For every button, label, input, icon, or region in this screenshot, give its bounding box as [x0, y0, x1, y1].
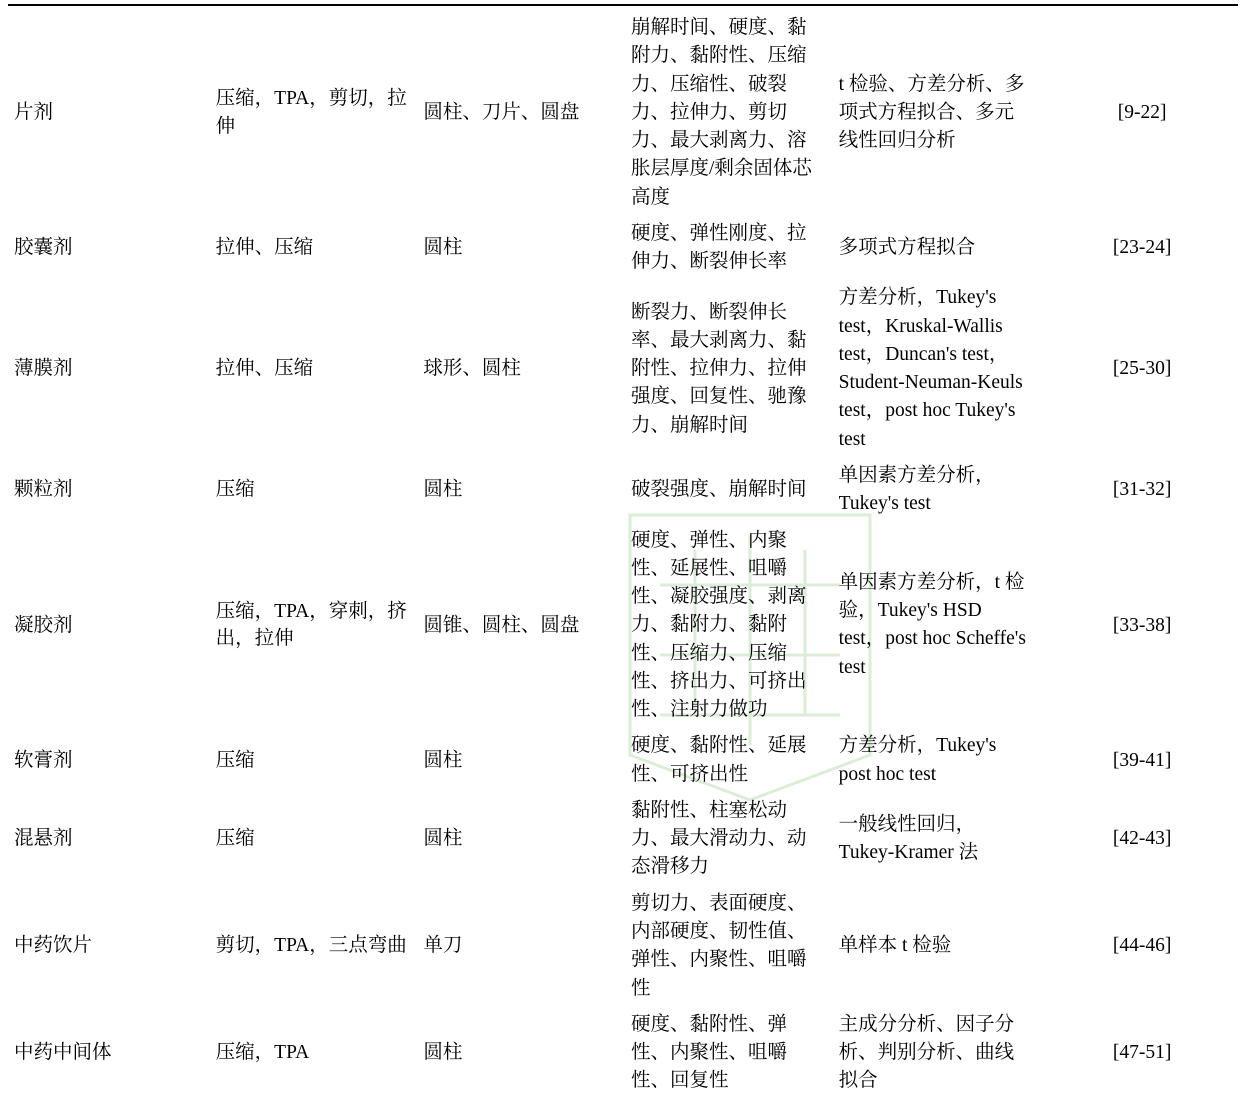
cell-probe: 圆锥、圆柱、圆盘 [423, 614, 580, 636]
cell-reference: [9-22] [1117, 102, 1167, 124]
cell-dosage-form: 混悬剂 [14, 828, 73, 850]
cell-indicators: 剪切力、表面硬度、内部硬度、韧性值、弹性、内聚性、咀嚼性 [630, 892, 807, 999]
cell-statistics: 多项式方程拟合 [838, 236, 976, 258]
cell-dosage-form: 胶囊剂 [14, 237, 73, 259]
cell-indicators: 硬度、弹性刚度、拉伸力、断裂伸长率 [630, 222, 807, 273]
table-row [0, 10, 1246, 216]
cell-reference: [39-41] [1112, 749, 1172, 771]
cell-test-mode: 剪切，TPA，三点弯曲 [215, 935, 407, 957]
cell-dosage-form: 薄膜剂 [14, 358, 73, 380]
cell-statistics: 方差分析，Tukey's test，Kruskal-Wallis test，Duncan's test，Student-Neuman-Keuls test，post hoc Tukey's test [838, 287, 1023, 450]
cell-test-mode: 拉伸、压缩 [215, 358, 314, 380]
cell-test-mode: 压缩，TPA [215, 1042, 310, 1064]
cell-dosage-form: 中药饮片 [14, 935, 93, 957]
cell-dosage-form: 片剂 [14, 102, 54, 124]
cell-statistics: 单因素方差分析，Tukey's test [838, 464, 995, 515]
cell-reference: [23-24] [1112, 237, 1172, 259]
cell-statistics: 一般线性回归，Tukey-Kramer 法 [838, 814, 979, 864]
cell-test-mode: 压缩 [215, 828, 255, 850]
cell-indicators: 崩解时间、硬度、黏附力、黏附性、压缩力、压缩性、破裂力、拉伸力、剪切力、最大剥离力、溶胀层厚度/剩余固体芯高度 [630, 17, 812, 208]
cell-test-mode: 压缩 [215, 749, 255, 771]
cell-probe: 圆柱 [423, 749, 463, 771]
rule-cell [0, 0, 1246, 10]
table-row [0, 216, 1246, 281]
cell-statistics: 主成分分析、因子分析、判别分析、曲线拟合 [838, 1013, 1015, 1092]
table-row [0, 793, 1246, 886]
cell-indicators: 硬度、弹性、内聚性、延展性、咀嚼性、凝胶强度、剥离力、黏附力、黏附性、压缩力、压缩性、挤出力、可挤出性、注射力做功 [630, 529, 807, 721]
cell-probe: 圆柱、刀片、圆盘 [423, 102, 580, 124]
cell-test-mode: 压缩，TPA，穿刺，挤出，拉伸 [215, 600, 407, 650]
table-row [0, 728, 1246, 793]
cell-probe: 球形、圆柱 [423, 358, 521, 380]
table-row [0, 1007, 1246, 1100]
cell-statistics: 单因素方差分析，t 检验，Tukey's HSD test，post hoc Scheffe's test [838, 571, 1026, 678]
cell-indicators: 黏附性、柱塞松动力、最大滑动力、动态滑移力 [630, 799, 807, 878]
cell-statistics: 单样本 t 检验 [838, 935, 952, 957]
cell-test-mode: 压缩，TPA，剪切，拉伸 [215, 88, 407, 137]
table-top-rule [0, 0, 1246, 10]
cell-probe: 圆柱 [423, 237, 463, 259]
cell-indicators: 破裂强度、崩解时间 [630, 479, 807, 501]
cell-probe: 单刀 [423, 935, 463, 957]
table-row [0, 280, 1246, 458]
cell-test-mode: 拉伸、压缩 [215, 237, 314, 259]
cell-reference: [42-43] [1112, 828, 1172, 850]
table-row [0, 886, 1246, 1007]
table-row [0, 458, 1246, 523]
cell-reference: [47-51] [1112, 1042, 1172, 1064]
cell-reference: [25-30] [1112, 358, 1172, 380]
cell-probe: 圆柱 [423, 1042, 463, 1064]
cell-dosage-form: 软膏剂 [14, 749, 73, 771]
table-row [0, 523, 1246, 729]
cell-indicators: 硬度、黏附性、延展性、可挤出性 [630, 735, 807, 785]
cell-dosage-form: 颗粒剂 [14, 479, 73, 501]
cell-reference: [44-46] [1112, 935, 1172, 957]
cell-dosage-form: 凝胶剂 [14, 614, 73, 636]
cell-test-mode: 压缩 [215, 479, 255, 501]
cell-reference: [33-38] [1112, 614, 1172, 636]
cell-probe: 圆柱 [423, 828, 463, 850]
cell-reference: [31-32] [1112, 479, 1172, 501]
cell-indicators: 硬度、黏附性、弹性、内聚性、咀嚼性、回复性 [630, 1013, 787, 1092]
cell-dosage-form: 中药中间体 [14, 1042, 112, 1064]
cell-probe: 圆柱 [423, 479, 463, 501]
cell-statistics: 方差分析，Tukey's post hoc test [838, 735, 997, 785]
cell-indicators: 断裂力、断裂伸长率、最大剥离力、黏附性、拉伸力、拉伸强度、回复性、驰豫力、崩解时间 [630, 301, 807, 436]
cell-statistics: t 检验、方差分析、多项式方程拟合、多元线性回归分析 [838, 73, 1025, 152]
